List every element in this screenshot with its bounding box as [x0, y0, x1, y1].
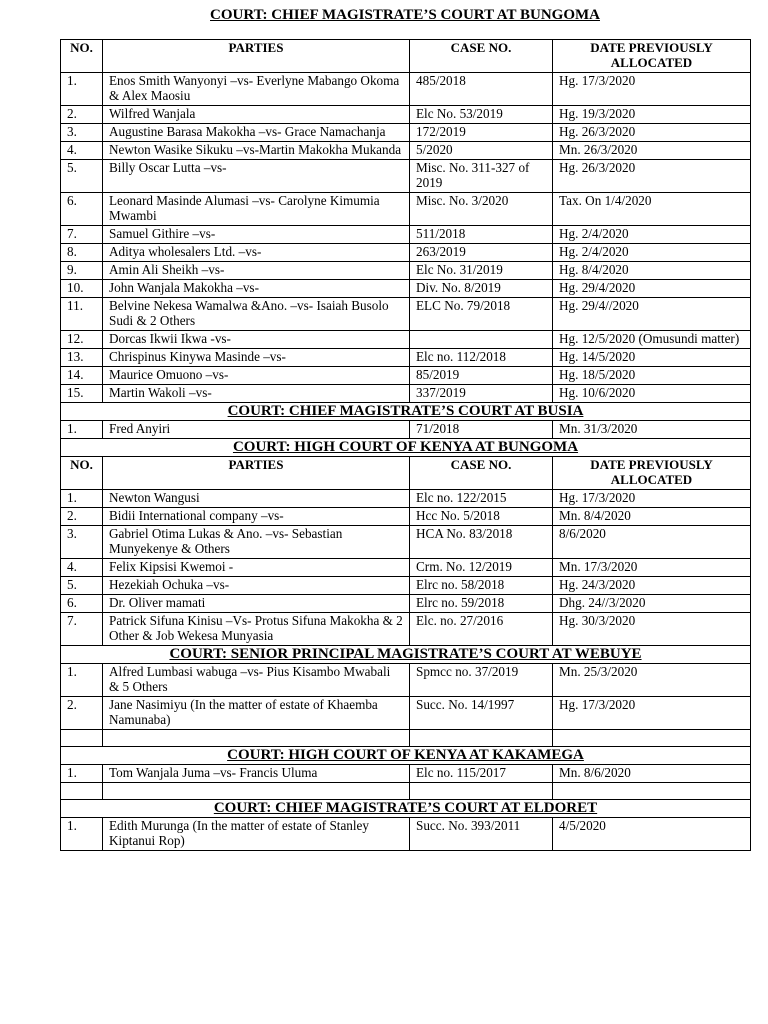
- cell-case-no: Misc. No. 3/2020: [410, 193, 553, 226]
- cell-date: Hg. 19/3/2020: [553, 106, 751, 124]
- cell-case-no: 5/2020: [410, 142, 553, 160]
- header-case-no: CASE NO.: [410, 40, 553, 73]
- table-row: [61, 421, 751, 439]
- cell-case-no: Elc no. 115/2017: [410, 765, 553, 783]
- cell-no: 1.: [61, 765, 103, 783]
- cell-case-no: Elc. no. 27/2016: [410, 613, 553, 646]
- cell-no: 11.: [61, 298, 103, 331]
- cell-case-no: 172/2019: [410, 124, 553, 142]
- cell-case-no: 85/2019: [410, 367, 553, 385]
- cell-parties: Dorcas Ikwii Ikwa -vs-: [103, 331, 410, 349]
- table-row: [61, 262, 751, 280]
- header-parties: PARTIES: [103, 40, 410, 73]
- cell-date: Hg. 17/3/2020: [553, 73, 751, 106]
- table-row: [61, 559, 751, 577]
- table-row: [61, 697, 751, 730]
- header-case-no: CASE NO.: [410, 457, 553, 490]
- cell-parties: Augustine Barasa Makokha –vs- Grace Namachanja: [103, 124, 410, 142]
- cell-parties: Enos Smith Wanyonyi –vs- Everlyne Mabango Okoma & Alex Maosiu: [103, 73, 410, 106]
- cell-parties: Jane Nasimiyu (In the matter of estate of Khaemba Namunaba): [103, 697, 410, 730]
- cell-parties: Dr. Oliver mamati: [103, 595, 410, 613]
- cell-date: Mn. 25/3/2020: [553, 664, 751, 697]
- cell-parties: Hezekiah Ochuka –vs-: [103, 577, 410, 595]
- cell-date: Mn. 8/4/2020: [553, 508, 751, 526]
- court-heading: COURT: CHIEF MAGISTRATE’S COURT AT BUSIA: [61, 403, 751, 421]
- cell-parties: Bidii International company –vs-: [103, 508, 410, 526]
- cell-no: 4.: [61, 142, 103, 160]
- cell-parties: Fred Anyiri: [103, 421, 410, 439]
- table-row: [61, 124, 751, 142]
- cell-case-no: ELC No. 79/2018: [410, 298, 553, 331]
- court-heading-row: [61, 747, 751, 765]
- cell-case-no: 485/2018: [410, 73, 553, 106]
- cell-date: Hg. 8/4/2020: [553, 262, 751, 280]
- cell-parties: Chrispinus Kinywa Masinde –vs-: [103, 349, 410, 367]
- cell-case-no: Succ. No. 14/1997: [410, 697, 553, 730]
- table-row: [61, 193, 751, 226]
- court-heading-row: [61, 439, 751, 457]
- cell-case-no: Spmcc no. 37/2019: [410, 664, 553, 697]
- table-row: [61, 298, 751, 331]
- cause-list-table: [60, 39, 751, 851]
- cell-no: 6.: [61, 595, 103, 613]
- table-row: [61, 595, 751, 613]
- table-row: [61, 142, 751, 160]
- cell-parties: Billy Oscar Lutta –vs-: [103, 160, 410, 193]
- cell-date: Hg. 14/5/2020: [553, 349, 751, 367]
- table-row: [61, 385, 751, 403]
- cell-case-no: Elrc no. 58/2018: [410, 577, 553, 595]
- cell-no: 8.: [61, 244, 103, 262]
- cell-no: [61, 783, 103, 800]
- cell-parties: Samuel Githire –vs-: [103, 226, 410, 244]
- cell-no: [61, 730, 103, 747]
- cell-case-no: Elc no. 122/2015: [410, 490, 553, 508]
- table-header-row: [61, 40, 751, 73]
- table-row: [61, 818, 751, 851]
- cell-date: Hg. 2/4/2020: [553, 244, 751, 262]
- cell-date: 4/5/2020: [553, 818, 751, 851]
- court-heading-row: [61, 800, 751, 818]
- cell-no: 3.: [61, 526, 103, 559]
- cell-parties: Belvine Nekesa Wamalwa &Ano. –vs- Isaiah Busolo Sudi & 2 Others: [103, 298, 410, 331]
- cell-date: Hg. 10/6/2020: [553, 385, 751, 403]
- cell-no: 12.: [61, 331, 103, 349]
- cell-no: 1.: [61, 73, 103, 106]
- cell-date: [553, 730, 751, 747]
- cell-parties: Wilfred Wanjala: [103, 106, 410, 124]
- cell-case-no: Div. No. 8/2019: [410, 280, 553, 298]
- table-row: [61, 73, 751, 106]
- cell-date: Hg. 30/3/2020: [553, 613, 751, 646]
- table-row: [61, 331, 751, 349]
- table-row: [61, 280, 751, 298]
- cell-case-no: HCA No. 83/2018: [410, 526, 553, 559]
- header-date: DATE PREVIOUSLY ALLOCATED: [553, 40, 751, 73]
- table-row: [61, 508, 751, 526]
- court-heading-row: [61, 646, 751, 664]
- table-row: [61, 765, 751, 783]
- cell-parties: Tom Wanjala Juma –vs- Francis Uluma: [103, 765, 410, 783]
- cell-parties: Edith Murunga (In the matter of estate of Stanley Kiptanui Rop): [103, 818, 410, 851]
- cell-date: Dhg. 24//3/2020: [553, 595, 751, 613]
- table-row: [61, 160, 751, 193]
- cell-case-no: Elrc no. 59/2018: [410, 595, 553, 613]
- table-row: [61, 526, 751, 559]
- court-heading: COURT: SENIOR PRINCIPAL MAGISTRATE’S COURT AT WEBUYE: [61, 646, 751, 664]
- header-no: NO.: [61, 40, 103, 73]
- cell-case-no: Hcc No. 5/2018: [410, 508, 553, 526]
- cell-date: Tax. On 1/4/2020: [553, 193, 751, 226]
- cell-date: Hg. 2/4/2020: [553, 226, 751, 244]
- cell-no: 5.: [61, 577, 103, 595]
- cell-parties: John Wanjala Makokha –vs-: [103, 280, 410, 298]
- table-row: [61, 730, 751, 747]
- cell-no: 1.: [61, 421, 103, 439]
- cell-no: 2.: [61, 106, 103, 124]
- header-parties: PARTIES: [103, 457, 410, 490]
- cell-case-no: Elc No. 31/2019: [410, 262, 553, 280]
- cell-no: 15.: [61, 385, 103, 403]
- court-heading: COURT: CHIEF MAGISTRATE’S COURT AT ELDORET: [61, 800, 751, 818]
- cell-no: 7.: [61, 613, 103, 646]
- cell-parties: Alfred Lumbasi wabuga –vs- Pius Kisambo Mwabali & 5 Others: [103, 664, 410, 697]
- cell-date: Mn. 8/6/2020: [553, 765, 751, 783]
- cell-case-no: 263/2019: [410, 244, 553, 262]
- cause-list-body: [61, 40, 751, 851]
- cell-no: 14.: [61, 367, 103, 385]
- cell-no: 6.: [61, 193, 103, 226]
- cell-no: 7.: [61, 226, 103, 244]
- table-header-row: [61, 457, 751, 490]
- cell-no: 2.: [61, 508, 103, 526]
- document-title: COURT: CHIEF MAGISTRATE’S COURT AT BUNGOMA: [210, 7, 600, 23]
- cell-parties: Maurice Omuono –vs-: [103, 367, 410, 385]
- cell-date: Hg. 26/3/2020: [553, 124, 751, 142]
- cell-case-no: [410, 331, 553, 349]
- cell-case-no: 71/2018: [410, 421, 553, 439]
- cell-date: Mn. 17/3/2020: [553, 559, 751, 577]
- cell-date: Hg. 17/3/2020: [553, 697, 751, 730]
- cell-no: 1.: [61, 818, 103, 851]
- table-row: [61, 613, 751, 646]
- cell-date: 8/6/2020: [553, 526, 751, 559]
- cell-date: Hg. 29/4//2020: [553, 298, 751, 331]
- table-row: [61, 783, 751, 800]
- court-heading-row: [61, 403, 751, 421]
- cell-date: Hg. 18/5/2020: [553, 367, 751, 385]
- cell-case-no: Misc. No. 311-327 of 2019: [410, 160, 553, 193]
- cell-parties: Martin Wakoli –vs-: [103, 385, 410, 403]
- cell-parties: Newton Wangusi: [103, 490, 410, 508]
- table-row: [61, 244, 751, 262]
- cell-parties: Leonard Masinde Alumasi –vs- Carolyne Kimumia Mwambi: [103, 193, 410, 226]
- table-row: [61, 226, 751, 244]
- cell-parties: Amin Ali Sheikh –vs-: [103, 262, 410, 280]
- cell-date: Hg. 24/3/2020: [553, 577, 751, 595]
- cell-case-no: [410, 783, 553, 800]
- cause-list-document: [60, 6, 750, 851]
- cell-no: 5.: [61, 160, 103, 193]
- cell-parties: Gabriel Otima Lukas & Ano. –vs- Sebastian Munyekenye & Others: [103, 526, 410, 559]
- cell-case-no: Succ. No. 393/2011: [410, 818, 553, 851]
- table-row: [61, 664, 751, 697]
- cell-case-no: 511/2018: [410, 226, 553, 244]
- cell-case-no: Elc No. 53/2019: [410, 106, 553, 124]
- cell-no: 4.: [61, 559, 103, 577]
- cell-date: Mn. 31/3/2020: [553, 421, 751, 439]
- table-row: [61, 106, 751, 124]
- cell-case-no: Elc no. 112/2018: [410, 349, 553, 367]
- cell-date: Hg. 17/3/2020: [553, 490, 751, 508]
- cell-case-no: [410, 730, 553, 747]
- cell-case-no: 337/2019: [410, 385, 553, 403]
- cell-parties: [103, 730, 410, 747]
- cell-no: 3.: [61, 124, 103, 142]
- cell-no: 9.: [61, 262, 103, 280]
- cell-parties: Patrick Sifuna Kinisu –Vs- Protus Sifuna Makokha & 2 Other & Job Wekesa Munyasia: [103, 613, 410, 646]
- table-row: [61, 349, 751, 367]
- cell-date: Mn. 26/3/2020: [553, 142, 751, 160]
- cell-parties: Aditya wholesalers Ltd. –vs-: [103, 244, 410, 262]
- court-heading: COURT: HIGH COURT OF KENYA AT KAKAMEGA: [61, 747, 751, 765]
- cell-date: [553, 783, 751, 800]
- header-date: DATE PREVIOUSLY ALLOCATED: [553, 457, 751, 490]
- table-row: [61, 367, 751, 385]
- table-row: [61, 577, 751, 595]
- cell-parties: Felix Kipsisi Kwemoi -: [103, 559, 410, 577]
- court-heading: COURT: HIGH COURT OF KENYA AT BUNGOMA: [61, 439, 751, 457]
- cell-no: 2.: [61, 697, 103, 730]
- cell-date: Hg. 26/3/2020: [553, 160, 751, 193]
- cell-parties: Newton Wasike Sikuku –vs-Martin Makokha Mukanda: [103, 142, 410, 160]
- cell-date: Hg. 29/4/2020: [553, 280, 751, 298]
- cell-no: 13.: [61, 349, 103, 367]
- cell-no: 1.: [61, 490, 103, 508]
- table-row: [61, 490, 751, 508]
- cell-date: Hg. 12/5/2020 (Omusundi matter): [553, 331, 751, 349]
- cell-no: 1.: [61, 664, 103, 697]
- header-no: NO.: [61, 457, 103, 490]
- cell-no: 10.: [61, 280, 103, 298]
- cell-case-no: Crm. No. 12/2019: [410, 559, 553, 577]
- cell-parties: [103, 783, 410, 800]
